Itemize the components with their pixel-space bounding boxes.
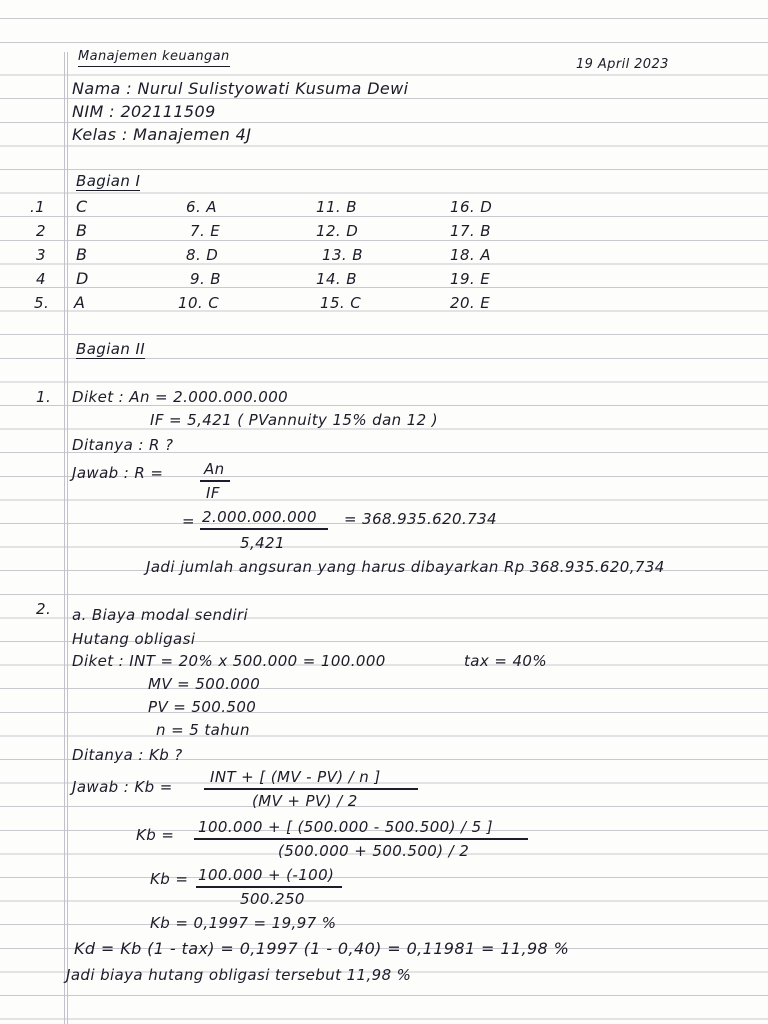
q2-kb-result: Kb = 0,1997 = 19,97 % (150, 914, 337, 932)
answer-number: 5. (34, 294, 50, 312)
q2-subtitle: Hutang obligasi (72, 630, 196, 648)
q2-given-int: Diket : INT = 20% x 500.000 = 100.000 (72, 652, 386, 670)
answer-item: 10. C (178, 294, 220, 312)
nim-line: NIM : 202111509 (72, 102, 216, 121)
q2-formula-bar (204, 788, 418, 790)
q2-step3-numerator: 100.000 + (-100) (198, 866, 335, 884)
answer-letter: A (74, 293, 86, 312)
answer-item: 17. B (450, 222, 491, 240)
answer-number: 2 (36, 222, 46, 240)
q2-answer-label: Jawab : Kb = (72, 778, 173, 796)
q2-step2-bar (194, 838, 528, 840)
name-line: Nama : Nurul Sulistyowati Kusuma Dewi (72, 79, 409, 98)
answer-number: 4 (36, 270, 46, 288)
answer-letter: D (76, 269, 89, 288)
question-1-number: 1. (36, 388, 52, 406)
part1-heading: Bagian I (76, 172, 141, 190)
q2-kd-line: Kd = Kb (1 - tax) = 0,1997 (1 - 0,40) = 0,11981 = 11,98 % (74, 939, 570, 958)
class-line: Kelas : Manajemen 4J (72, 125, 252, 144)
q1-fraction-numerator: An (204, 460, 225, 478)
answer-item: 12. D (316, 222, 359, 240)
q2-given-pv: PV = 500.500 (148, 698, 257, 716)
q2-part-a: a. Biaya modal sendiri (72, 606, 249, 624)
q1-asked: Ditanya : R ? (72, 436, 174, 454)
answer-item: 18. A (450, 246, 491, 264)
q1-result: = 368.935.620.734 (344, 510, 497, 528)
q2-formula-denominator: (MV + PV) / 2 (252, 792, 358, 810)
part2-heading: Bagian II (76, 340, 146, 358)
answer-item: 15. C (320, 294, 362, 312)
margin-line (64, 52, 65, 1024)
answer-item: 20. E (450, 294, 491, 312)
q1-value-bar (200, 528, 328, 530)
answer-letter: C (76, 197, 88, 216)
q1-conclusion: Jadi jumlah angsuran yang harus dibayarkan Rp 368.935.620,734 (146, 558, 665, 576)
answer-item: 13. B (322, 246, 363, 264)
q2-step3-bar (196, 886, 342, 888)
date-text: 19 April 2023 (576, 57, 669, 72)
answer-item: 14. B (316, 270, 357, 288)
q1-given-if: IF = 5,421 ( PVannuity 15% dan 12 ) (150, 411, 439, 429)
answer-item: 19. E (450, 270, 491, 288)
q2-given-mv: MV = 500.000 (148, 675, 261, 693)
q1-answer-label: Jawab : R = (72, 464, 164, 482)
answer-item: 8. D (186, 246, 219, 264)
q1-fraction-denominator: IF (206, 484, 220, 502)
margin-line-inner (67, 52, 68, 1024)
q2-given-n: n = 5 tahun (156, 721, 250, 739)
answer-item: 11. B (316, 198, 357, 216)
answer-item: 16. D (450, 198, 493, 216)
answer-item: 6. A (186, 198, 217, 216)
q2-step2-numerator: 100.000 + [ (500.000 - 500.500) / 5 ] (198, 818, 494, 836)
answer-letter: B (76, 245, 88, 264)
subject-title: Manajemen keuangan (78, 48, 230, 67)
q2-asked: Ditanya : Kb ? (72, 746, 183, 764)
answer-number: .1 (30, 198, 46, 216)
answer-item: 7. E (190, 222, 221, 240)
q1-equals: = (182, 512, 195, 530)
answer-item: 9. B (190, 270, 221, 288)
q1-given-an: Diket : An = 2.000.000.000 (72, 388, 289, 406)
q2-conclusion: Jadi biaya hutang obligasi tersebut 11,98 % (66, 966, 412, 984)
q2-step2-denominator: (500.000 + 500.500) / 2 (278, 842, 470, 860)
q1-fraction-bar (200, 480, 230, 482)
q1-value-denominator: 5,421 (240, 534, 285, 552)
q2-step3-lhs: Kb = (150, 870, 189, 888)
q2-step2-lhs: Kb = (136, 826, 175, 844)
question-2-number: 2. (36, 600, 52, 618)
q2-given-tax: tax = 40% (464, 652, 547, 670)
q2-step3-denominator: 500.250 (240, 890, 305, 908)
q2-formula-numerator: INT + [ (MV - PV) / n ] (210, 768, 381, 786)
answer-number: 3 (36, 246, 46, 264)
answer-letter: B (76, 221, 88, 240)
q1-value-numerator: 2.000.000.000 (202, 508, 317, 526)
